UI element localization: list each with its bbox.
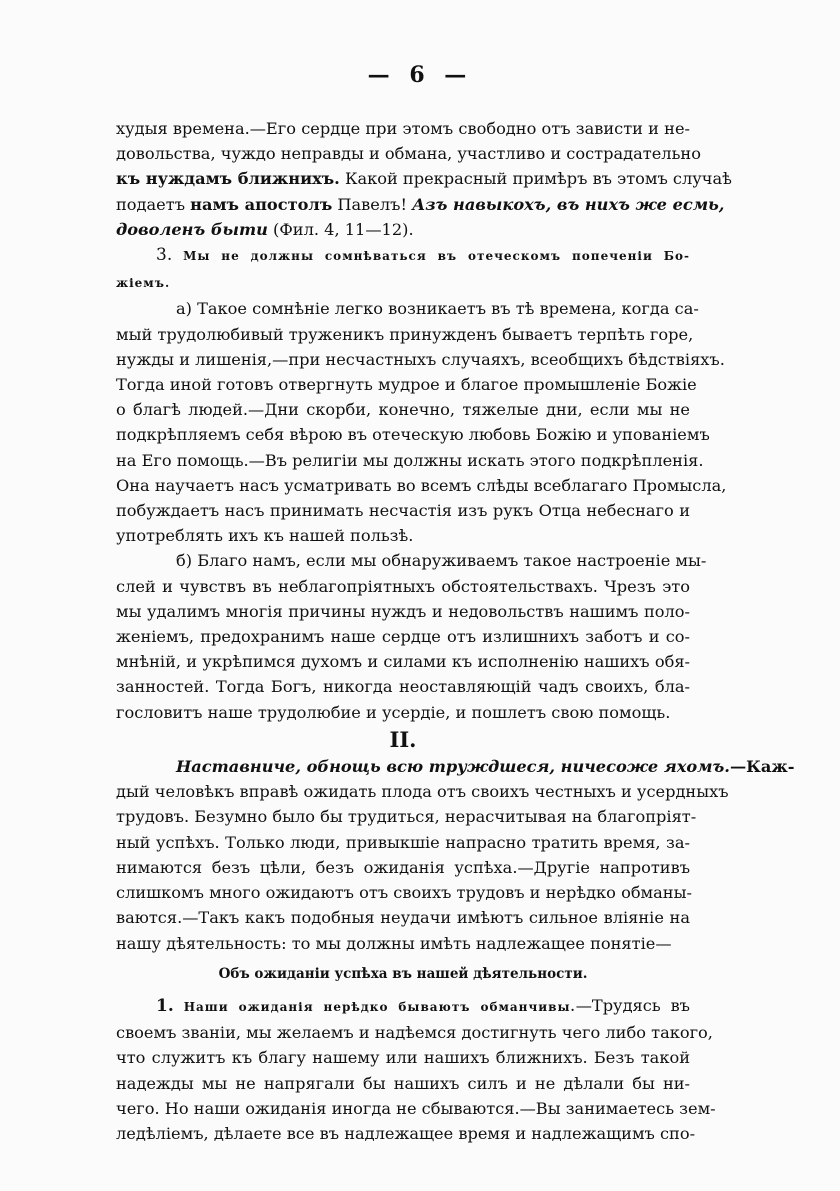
paragraph-a [116, 296, 727, 548]
scripture-reference: (Фил. 4, 11—12). [267, 219, 414, 239]
text-line: чего. Но наши ожиданія иногда не сбываются.—Вы занимаетесь зем- [116, 1098, 716, 1118]
text-fragment: —Каж- [729, 757, 795, 777]
subsection-heading: Объ ожиданіи успѣха въ нашей дѣятельности. [218, 965, 588, 982]
paragraph-ii [116, 754, 795, 956]
text-line: мый трудолюбивый труженикъ принужденъ бываетъ терпѣть горе, [116, 324, 694, 344]
text-line: нашу дѣятельность: то мы должны имѣть надлежащее понятіе— [116, 933, 672, 953]
text-line: на Его помощь.—Въ религіи мы должны искать этого подкрѣпленія. [116, 450, 704, 470]
bold-phrase: намъ апостолъ [190, 194, 333, 214]
text-line [116, 192, 725, 217]
text-line: мнѣній, и укрѣпимся духомъ и силами къ исполненію нашихъ обя- [116, 652, 690, 672]
text-line: нимаются безъ цѣли, безъ ожиданія успѣха.—Другіе напротивъ [116, 857, 690, 877]
paragraph-1 [116, 993, 716, 1146]
text-line: довольства, чуждо неправды и обмана, участливо и сострадательно [116, 144, 701, 164]
page-text [116, 116, 795, 1146]
text-line [116, 242, 690, 269]
section-3-heading [116, 242, 690, 296]
scripture-quote: Наставниче, обнощь всю труждшеся, ничесоже яхомъ. [176, 757, 730, 777]
section-title: жіемъ. [116, 276, 171, 291]
text-line: употреблять ихъ къ нашей пользѣ. [116, 526, 414, 546]
text-line: дый человѣкъ вправѣ ожидать плода отъ своихъ честныхъ и усердныхъ [116, 782, 729, 802]
text-fragment: —Трудясь въ [575, 995, 690, 1015]
scripture-quote: доволенъ быти [116, 219, 268, 239]
section-number: 1. [156, 995, 174, 1016]
text-line [116, 166, 732, 191]
text-line: подкрѣпляемъ себя вѣрою въ отеческую любовь Божію и упованіемъ [116, 425, 710, 445]
text-line: о благѣ людей.—Дни скорби, конечно, тяжелые дни, если мы не [116, 400, 690, 420]
text-fragment: Павелъ! [332, 194, 413, 214]
text-fragment: Какой прекрасный примѣръ въ этомъ случаѣ [339, 169, 732, 189]
text-line: побуждаетъ насъ принимать несчастія изъ рукъ Отца небеснаго и [116, 501, 690, 521]
text-line: слишкомъ много ожидаютъ отъ своихъ трудовъ и нерѣдко обманы- [116, 883, 692, 903]
scripture-quote: Азъ навыкохъ, въ нихъ же есмь, [412, 194, 725, 214]
text-line [116, 993, 690, 1020]
bold-phrase: къ нуждамъ ближнихъ. [116, 169, 340, 189]
section-number: 3. [156, 245, 173, 266]
text-line: трудовъ. Безумно было бы трудиться, нерасчитывая на благопріят- [116, 807, 697, 827]
text-line: слей и чувствъ въ неблагопріятныхъ обстоятельствахъ. Чрезъ это [116, 576, 690, 596]
text-line: женіемъ, предохранимъ наше сердце отъ излишнихъ заботъ и со- [116, 627, 690, 647]
section-title: Мы не должны сомнѣваться въ отеческомъ попеченіи Бо- [183, 249, 690, 264]
text-line: Тогда иной готовъ отвергнуть мудрое и благое промышленіе Божіе [116, 375, 697, 395]
text-line: нужды и лишенія,—при несчастныхъ случаяхъ, всеобщихъ бѣдствіяхъ. [116, 349, 725, 369]
text-line: гословитъ наше трудолюбие и усердіе, и пошлетъ свою помощь. [116, 702, 671, 722]
text-line: а) Такое сомнѣніе легко возникаетъ въ тѣ времена, когда са- [176, 299, 699, 319]
text-line: своемъ званіи, мы желаемъ и надѣемся достигнуть чего либо такого, [116, 1023, 713, 1043]
text-line: занностей. Тогда Богъ, никогда неоставляющій чадъ своихъ, бла- [116, 677, 690, 697]
text-line: худыя времена.—Его сердце при этомъ свободно отъ зависти и не- [116, 119, 690, 138]
text-line: что служитъ къ благу нашему или нашихъ ближнихъ. Безъ такой [116, 1048, 690, 1068]
page-number: — 6 — [367, 62, 473, 88]
text-line [116, 754, 795, 779]
text-line: мы удалимъ многія причины нуждъ и недовольствъ нашимъ поло- [116, 601, 690, 621]
text-line [116, 269, 690, 296]
text-line: ледѣліемъ, дѣлаете все въ надлежащее время и надлежащимъ спо- [116, 1123, 696, 1143]
text-line: надежды мы не напрягали бы нашихъ силъ и не дѣлали бы ни- [116, 1073, 690, 1093]
text-fragment: подаетъ [116, 194, 191, 214]
text-line: ваются.—Такъ какъ подобныя неудачи имѣютъ сильное вліяніе на [116, 908, 690, 928]
text-line: б) Благо намъ, если мы обнаруживаемъ такое настроеніе мы- [176, 551, 707, 571]
paragraph-b [116, 548, 707, 724]
text-line: Она научаетъ насъ усматривать во всемъ слѣды всеблагаго Промысла, [116, 475, 727, 495]
section-ii-heading: II. [389, 726, 417, 752]
text-line: ный успѣхъ. Только люди, привыкшіе напрасно тратить время, за- [116, 832, 690, 852]
paragraph-intro [116, 116, 732, 242]
text-line [116, 217, 690, 242]
section-title: Наши ожиданія нерѣдко бываютъ обманчивы. [183, 999, 576, 1014]
